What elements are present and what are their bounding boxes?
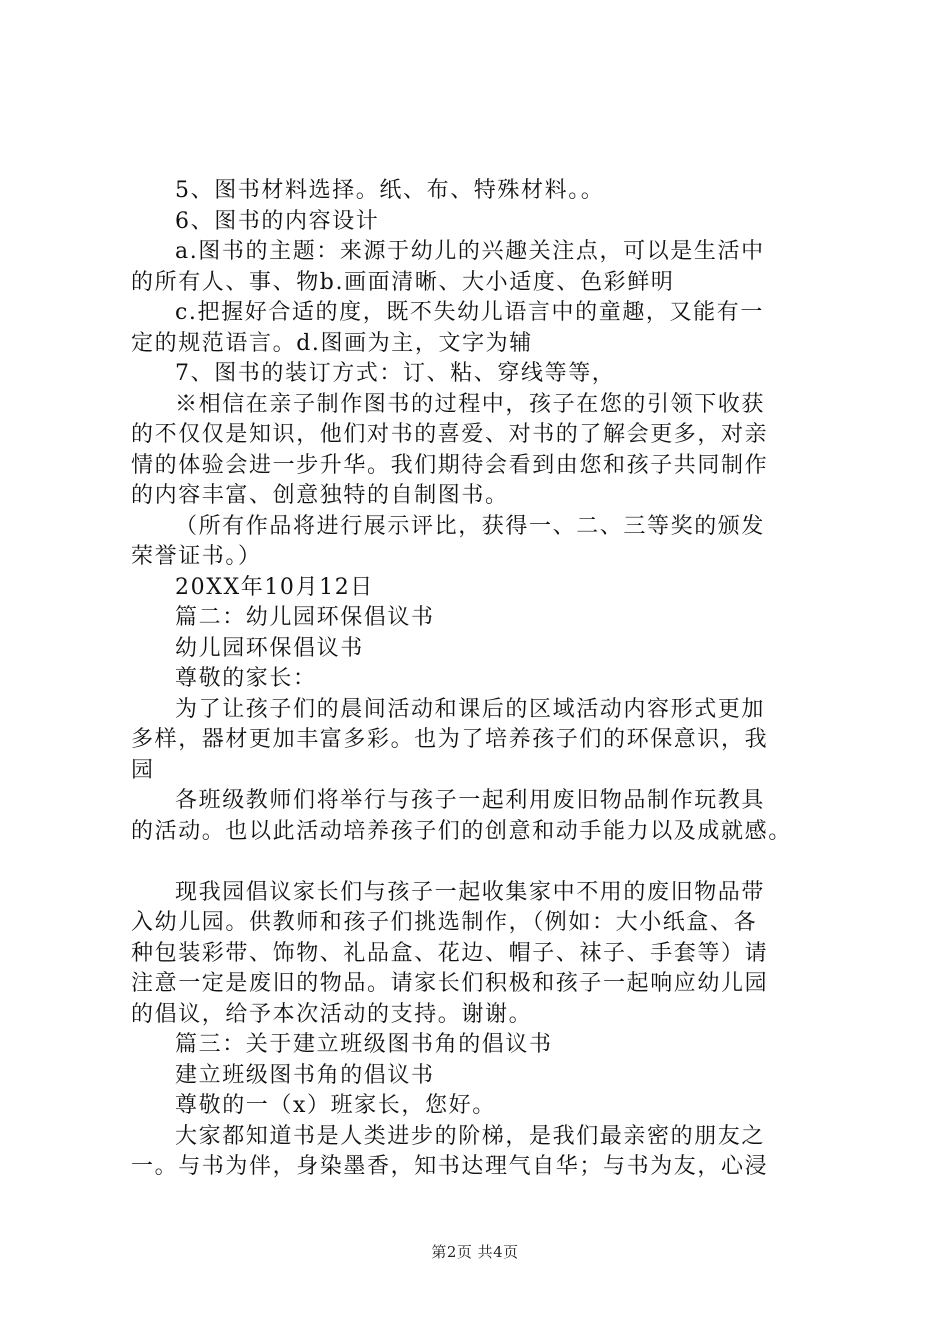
- text-line: 为了让孩子们的晨间活动和课后的区域活动内容形式更加: [175, 696, 766, 722]
- text-line: 篇三：关于建立班级图书角的倡议书: [175, 1032, 553, 1057]
- text-line: c.把握好合适的度，既不失幼儿语言中的童趣，又能有一: [175, 300, 764, 325]
- text-line: 各班级教师们将举行与孩子一起利用废旧物品制作玩教具: [175, 788, 766, 813]
- text-line: 尊敬的家长：: [175, 666, 317, 691]
- page-number-footer: 第2页 共4页: [431, 1243, 519, 1261]
- text-line: 现我园倡议家长们与孩子一起收集家中不用的废旧物品带: [175, 879, 766, 905]
- document-body: [131, 176, 851, 1183]
- text-line: 的倡议，给予本次活动的支持。谢谢。: [131, 1001, 533, 1027]
- text-line: 的活动。也以此活动培养孩子们的创意和动手能力以及成就感。: [131, 818, 792, 844]
- text-line: （所有作品将进行展示评比，获得一、二、三等奖的颁发: [175, 513, 766, 539]
- text-line: 的不仅仅是知识，他们对书的喜爱、对书的了解会更多，对亲: [131, 422, 769, 447]
- text-line: 情的体验会进一步升华。我们期待会看到由您和孩子共同制作: [131, 452, 769, 478]
- text-line: 入幼儿园。供教师和孩子们挑选制作，（例如：大小纸盒、各: [131, 910, 758, 935]
- text-line: a.图书的主题：来源于幼儿的兴趣关注点，可以是生活中: [175, 239, 765, 264]
- text-line: 尊敬的一（x）班家长，您好。: [175, 1093, 496, 1118]
- text-line: 种包装彩带、饰物、礼品盒、花边、帽子、袜子、手套等）请: [131, 940, 769, 966]
- text-line: 注意一定是废旧的物品。请家长们积极和孩子一起响应幼儿园: [131, 971, 769, 996]
- text-line: 定的规范语言。d.图画为主，文字为辅: [131, 330, 533, 356]
- text-line: 大家都知道书是人类进步的阶梯，是我们最亲密的朋友之: [175, 1123, 766, 1149]
- text-line: 建立班级图书角的倡议书: [175, 1062, 435, 1088]
- text-line: 5、图书材料选择。纸、布、特殊材料。。: [175, 178, 605, 203]
- text-line: 荣誉证书。）: [131, 544, 262, 569]
- text-line: 篇二：幼儿园环保倡议书: [175, 605, 435, 630]
- text-line: 的内容丰富、创意独特的自制图书。: [131, 483, 509, 508]
- text-line: 多样，器材更加丰富多彩。也为了培养孩子们的环保意识，我: [131, 727, 769, 752]
- blank-line: [131, 847, 851, 878]
- text-line: 一。与书为伴，身染墨香，知书达理气自华；与书为友，心浸: [131, 1154, 769, 1179]
- text-line: 20XX年10月12日: [175, 574, 374, 600]
- text-line: ※相信在亲子制作图书的过程中，孩子在您的引领下收获: [175, 391, 766, 417]
- text-line: 园: [131, 757, 155, 783]
- text-line: 的所有人、事、物b.画面清晰、大小适度、色彩鲜明: [131, 269, 675, 295]
- text-line: 幼儿园环保倡议书: [175, 635, 364, 661]
- text-line: 7、图书的装订方式：订、粘、穿线等等，: [175, 361, 616, 386]
- text-line: 6、图书的内容设计: [175, 208, 380, 234]
